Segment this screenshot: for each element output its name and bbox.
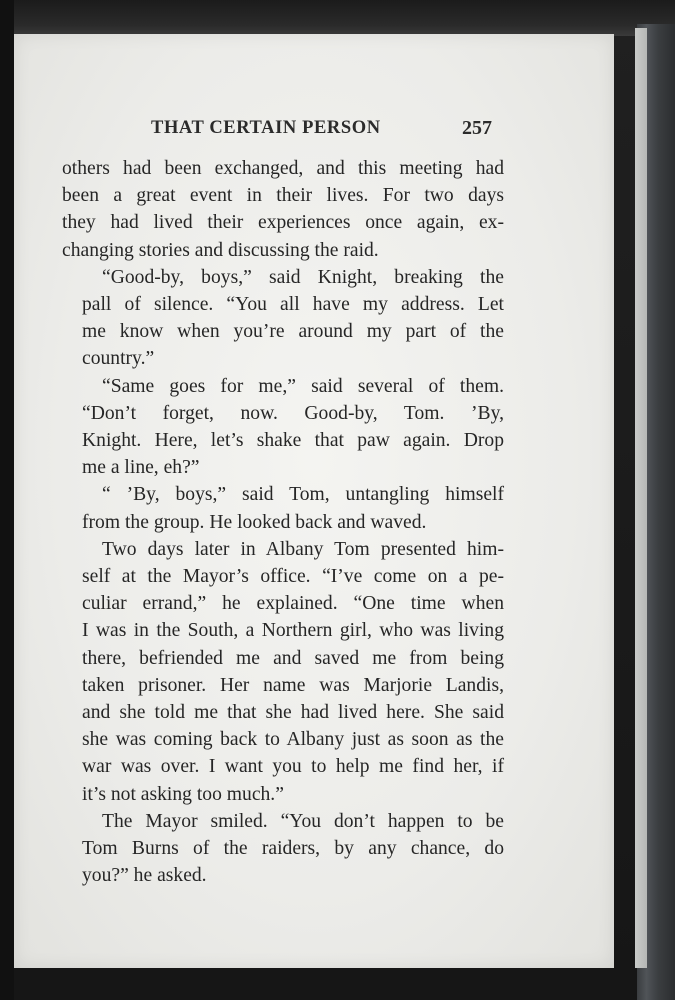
text-line: “Same goes for me,” said several of them. [102, 375, 504, 397]
text-line: The Mayor smiled. “You don’t happen to be [102, 810, 504, 832]
text-line: others had been exchanged, and this meeting had [62, 158, 504, 179]
text-line: I was in the South, a Northern girl, who was living [82, 620, 504, 642]
page-stack-edge [635, 28, 647, 968]
text-line: they had lived their experiences once again, ex- [62, 212, 504, 234]
text-line: “Don’t forget, now. Good-by, Tom. ’By, [82, 402, 504, 424]
paragraph-2 [62, 264, 504, 373]
text-line: changing stories and discussing the raid. [62, 239, 379, 261]
text-line: “ ’By, boys,” said Tom, untangling himself [102, 484, 504, 506]
text-line: culiar errand,” he explained. “One time when [82, 593, 504, 615]
left-gutter [0, 0, 14, 1000]
paragraph-6 [62, 808, 504, 890]
text-line: pall of silence. “You all have my address. Let [82, 294, 504, 316]
binding-top-edge [0, 0, 675, 36]
text-line: there, befriended me and saved me from being [82, 647, 504, 669]
text-line: country.” [82, 348, 155, 370]
text-line: been a great event in their lives. For two days [62, 185, 504, 207]
paragraph-4 [62, 481, 504, 535]
page-number: 257 [462, 117, 492, 139]
text-line: Two days later in Albany Tom presented him- [102, 538, 504, 560]
text-line: it’s not asking too much.” [82, 783, 284, 805]
text-line: “Good-by, boys,” said Knight, breaking the [102, 266, 504, 288]
book-page [14, 34, 614, 968]
page-header [14, 118, 614, 148]
body-text [62, 155, 504, 889]
text-line: and she told me that she had lived here. She said [82, 702, 504, 724]
text-line: Knight. Here, let’s shake that paw again. Drop [82, 430, 504, 452]
paragraph-3 [62, 373, 504, 482]
text-line: from the group. He looked back and waved. [82, 511, 427, 533]
text-line: Tom Burns of the raiders, by any chance, do [82, 838, 504, 860]
running-title: THAT CERTAIN PERSON [151, 118, 381, 138]
paragraph-1 [62, 155, 504, 264]
text-line: taken prisoner. Her name was Marjorie Landis, [82, 674, 504, 696]
text-line: self at the Mayor’s office. “I’ve come on a pe- [82, 566, 504, 588]
text-line: you?” he asked. [82, 865, 207, 887]
text-line: me know when you’re around my part of the [82, 321, 504, 343]
text-line: she was coming back to Albany just as soon as the [82, 729, 504, 751]
text-line: war was over. I want you to help me find her, if [82, 756, 504, 778]
paragraph-5 [62, 536, 504, 808]
text-line: me a line, eh?” [82, 457, 200, 479]
